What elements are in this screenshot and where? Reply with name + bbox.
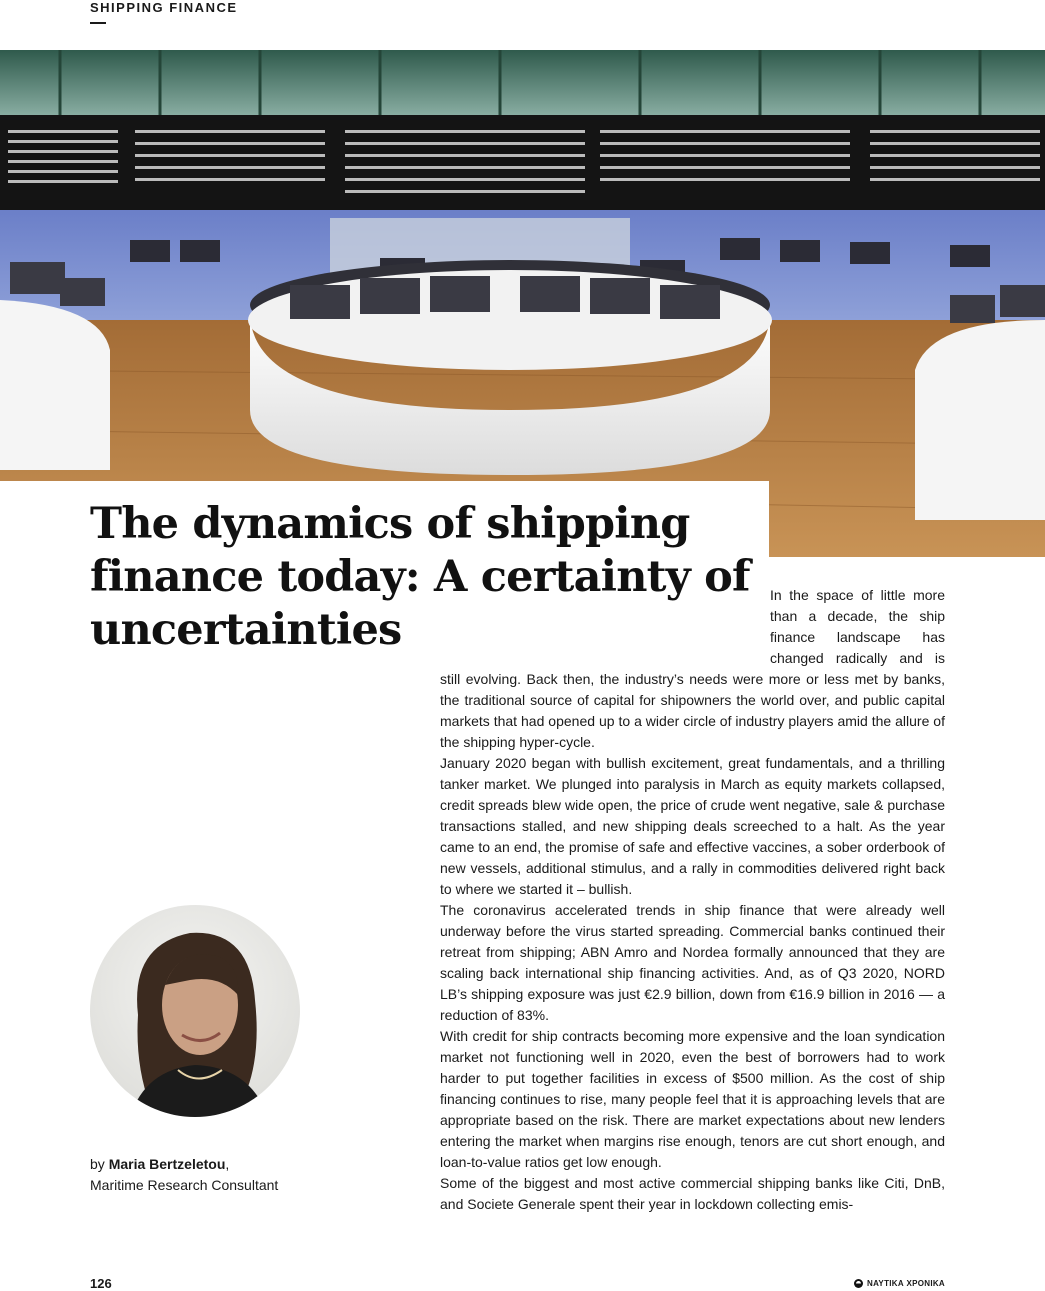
body-paragraph: still evolving. Back then, the industry’s needs were more or less met by banks, the traditional source of capital for shipowners the world over, and public capital markets that had opened up to a wider circle of industry players amid the allure of the shipping hyper-cycle. [440, 671, 945, 750]
section-label: SHIPPING FINANCE [90, 0, 238, 15]
section-divider [90, 22, 106, 24]
publication-brand [854, 1279, 945, 1288]
article-intro: In the space of little more than a decade, the ship finance landscape has changed radically and is [770, 587, 945, 666]
author-byline: by Maria Bertzeletou, Maritime Research Consultant [90, 1156, 279, 1193]
body-paragraph: The coronavirus accelerated trends in ship finance that were already well underway before the virus started spreading. Commercial banks continued their retreat from shipping; ABN Amro and Nordea formally announced that they are scaling back international ship financing activities. And, as of Q3 2020, NORD LB’s shipping exposure was just €2.9 billion, down from €16.9 billion in 2016 — a reduction of 83%. [440, 902, 945, 1023]
author-name: Maria Bertzeletou [108, 1156, 226, 1172]
publication-name: ΝΑΥΤΙΚΑ ΧΡΟΝΙΚΑ [867, 1279, 945, 1288]
article-title: The dynamics of shipping finance today: A certainty of uncertainties [90, 499, 750, 655]
author-portrait [90, 905, 300, 1117]
body-paragraph: Some of the biggest and most active commercial shipping banks like Citi, DnB, and Societe Generale spent their year in lockdown collecting emis- [440, 1175, 945, 1212]
author-role: Maritime Research Consultant [90, 1177, 279, 1193]
body-paragraph: With credit for ship contracts becoming more expensive and the loan syndication market not functioning well in 2020, even the best of borrowers had to work harder to put together facilities in excess of $500 million. As the cost of ship financing continues to rise, many people feel that it is approaching levels that are appropriate based on the risk. There are market expectations about new lenders entering the market when margins rise enough, tenors are cut short enough, and loan-to-value ratios get low enough. [440, 1028, 945, 1170]
byline-prefix: by [90, 1156, 105, 1172]
body-paragraph: January 2020 began with bullish excitement, great fundamentals, and a thrilling tanker market. We plunged into paralysis in March as equity markets collapsed, credit spreads blew wide open, the price of crude went negative, sale & purchase transactions stalled, and new shipping deals screeched to a halt. As the year came to an end, the promise of safe and effective vaccines, a sober orderbook of new vessels, additional stimulus, and a rally in commodities delivered right back to where we started it – bullish. [440, 755, 945, 897]
publication-logo-icon [854, 1279, 863, 1288]
page-number: 126 [90, 1276, 112, 1291]
article-body [440, 669, 945, 1215]
